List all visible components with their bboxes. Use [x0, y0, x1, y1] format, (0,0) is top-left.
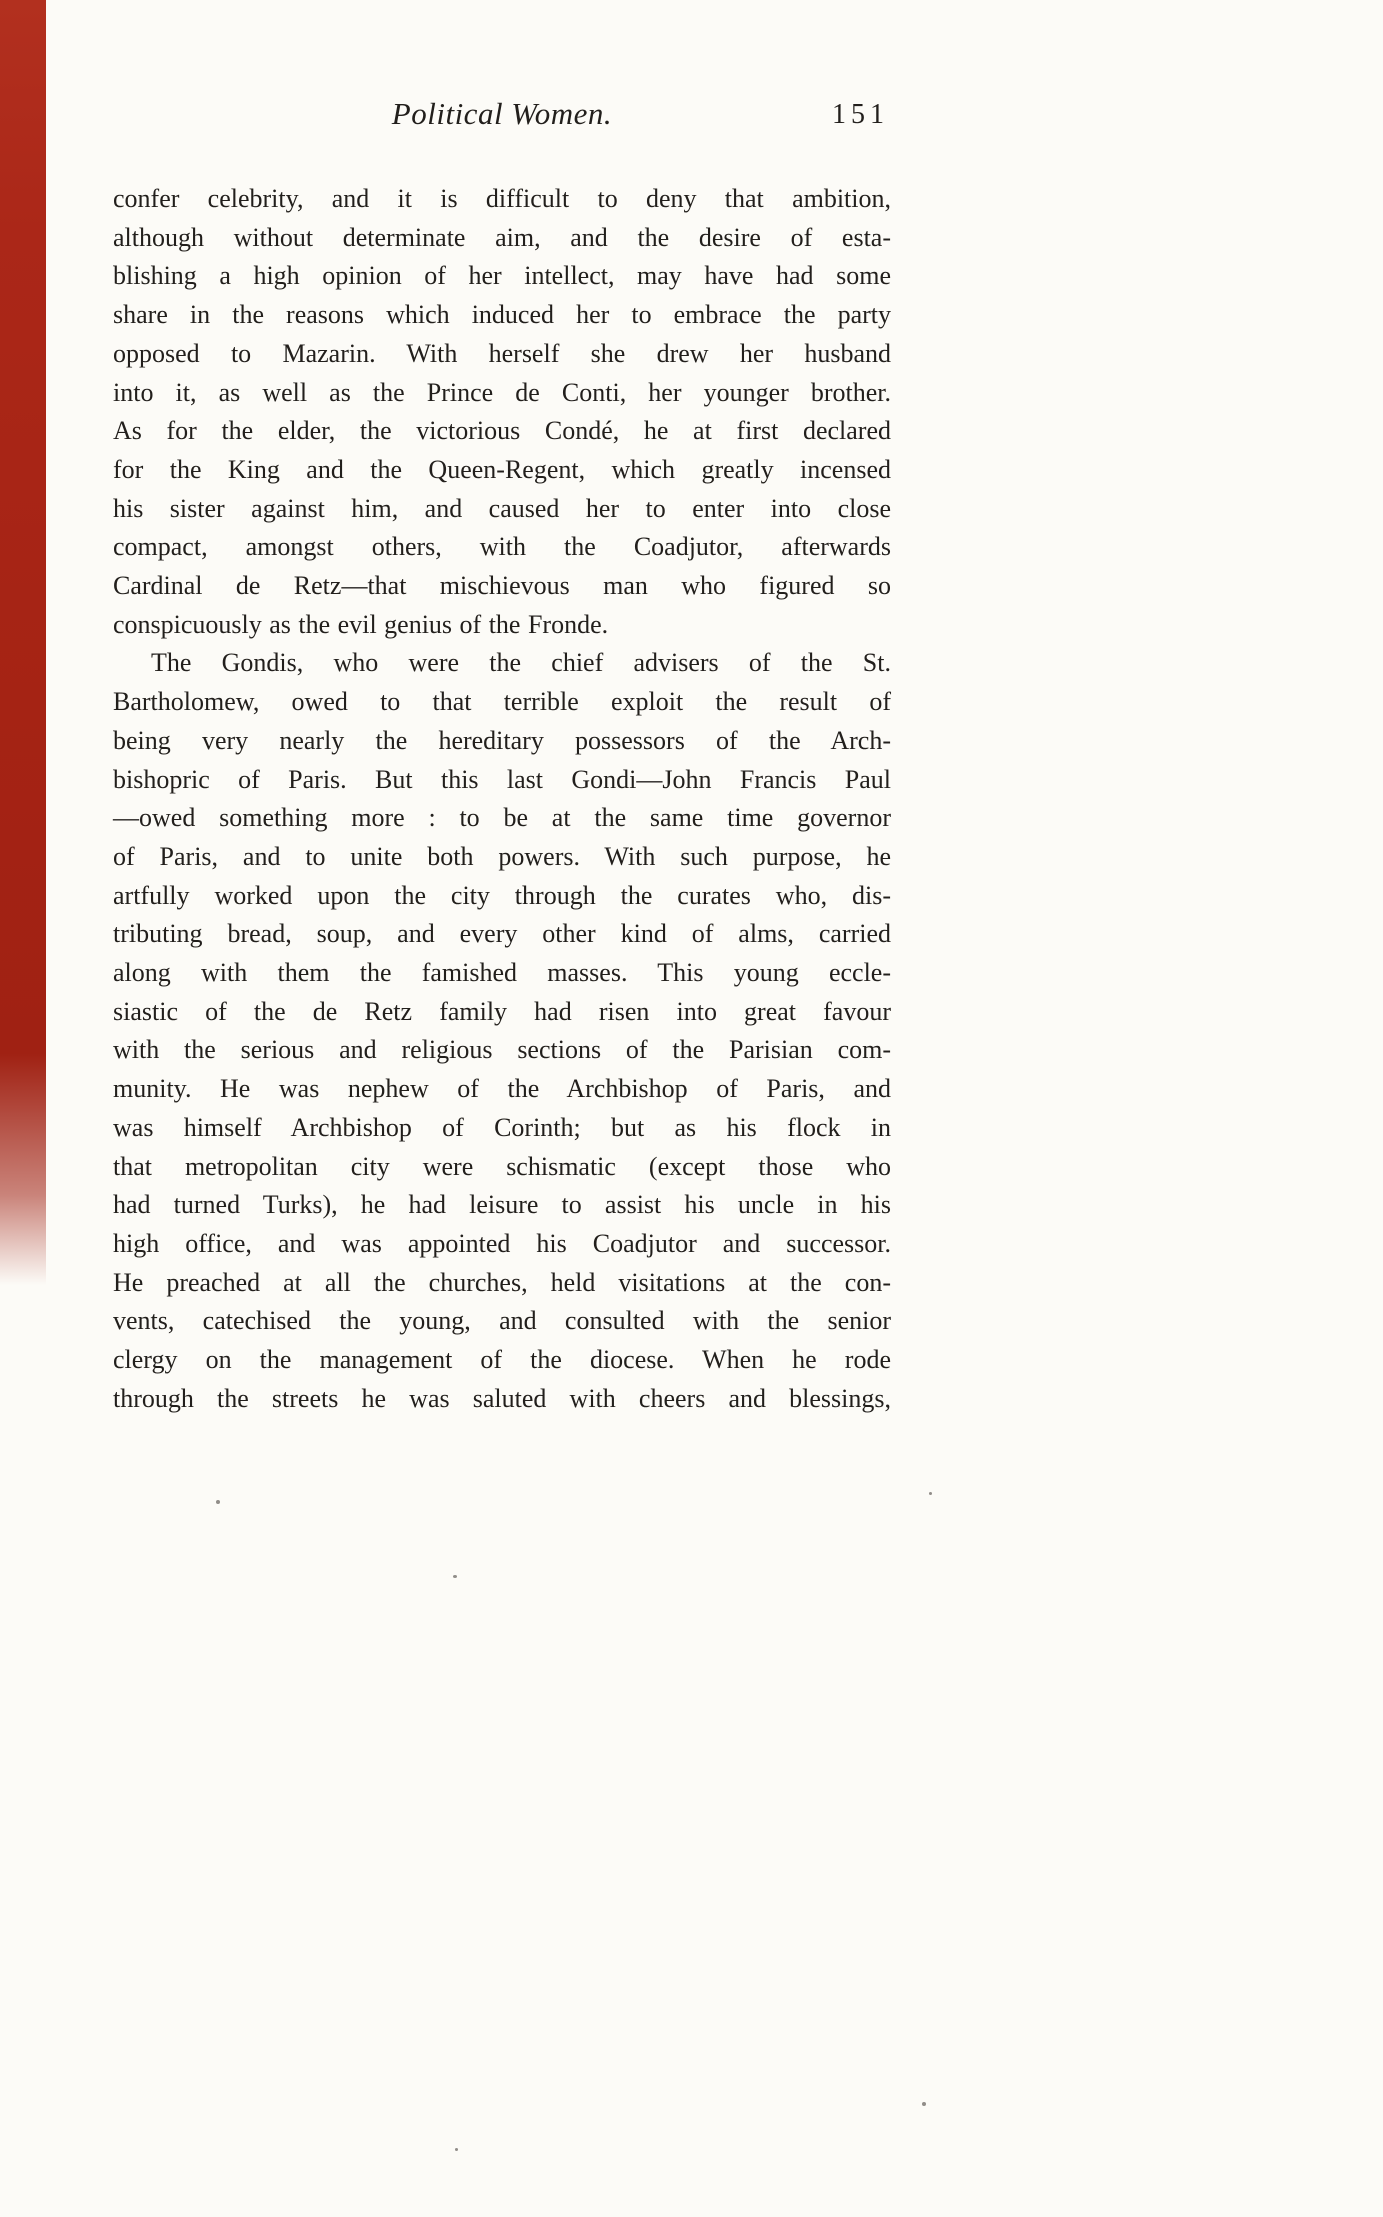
paragraph-1 — [113, 180, 891, 644]
text-line: siastic of the de Retz family had risen into great favour — [113, 996, 891, 1026]
text-line: into it, as well as the Prince de Conti, her younger brother. — [113, 377, 891, 407]
scan-speck — [929, 1492, 932, 1495]
text-line: munity. He was nephew of the Archbishop of Paris, and — [113, 1074, 891, 1104]
text-line: that metropolitan city were schismatic (except those who — [113, 1151, 891, 1181]
text-line: share in the reasons which induced her to embrace the party — [113, 300, 891, 330]
text-line: tributing bread, soup, and every other kind of alms, carried — [113, 919, 891, 949]
text-line: of Paris, and to unite both powers. With such purpose, he — [113, 841, 891, 871]
text-line: blishing a high opinion of her intellect, may have had some — [113, 261, 891, 291]
text-line: conspicuously as the evil genius of the Fronde. — [113, 609, 609, 639]
text-line: had turned Turks), he had leisure to assist his uncle in his — [113, 1190, 891, 1220]
text-line: although without determinate aim, and the desire of esta- — [113, 222, 891, 252]
page-header — [113, 96, 891, 142]
text-line: high office, and was appointed his Coadjutor and successor. — [113, 1228, 891, 1258]
text-line: artfully worked upon the city through the curates who, dis- — [113, 880, 891, 910]
text-line: As for the elder, the victorious Condé, he at first declared — [113, 416, 891, 446]
text-line: vents, catechised the young, and consulted with the senior — [113, 1306, 891, 1336]
scan-speck — [453, 1575, 457, 1578]
book-binding-edge — [0, 0, 46, 1285]
text-line: —owed something more : to be at the same time governor — [113, 803, 891, 833]
text-line: with the serious and religious sections of the Parisian com- — [113, 1035, 891, 1065]
scan-speck — [455, 2148, 458, 2151]
text-line: through the streets he was saluted with cheers and blessings, — [113, 1383, 891, 1413]
text-line: The Gondis, who were the chief advisers of the St. — [151, 648, 891, 678]
page-body — [113, 180, 891, 1419]
text-line: was himself Archbishop of Corinth; but as his flock in — [113, 1112, 891, 1142]
text-line: confer celebrity, and it is difficult to deny that ambition, — [113, 184, 891, 213]
text-line: bishopric of Paris. But this last Gondi—John Francis Paul — [113, 764, 891, 794]
text-line: for the King and the Queen-Regent, which greatly incensed — [113, 454, 891, 484]
running-title: Political Women. — [391, 96, 613, 131]
text-line: He preached at all the churches, held visitations at the con- — [113, 1267, 891, 1297]
text-line: Bartholomew, owed to that terrible exploit the result of — [113, 687, 891, 717]
text-line: along with them the famished masses. This young eccle- — [113, 958, 891, 988]
text-line: compact, amongst others, with the Coadjutor, afterwards — [113, 532, 891, 562]
text-line: opposed to Mazarin. With herself she drew her husband — [113, 338, 891, 368]
scan-speck — [922, 2102, 926, 2106]
text-line: clergy on the management of the diocese. When he rode — [113, 1345, 891, 1375]
text-line: being very nearly the hereditary possessors of the Arch- — [113, 725, 891, 755]
text-line: Cardinal de Retz—that mischievous man who figured so — [113, 571, 891, 601]
page-number: 151 — [832, 99, 889, 130]
paragraph-2 — [113, 644, 891, 1418]
text-line: his sister against him, and caused her to enter into close — [113, 493, 891, 523]
scan-speck — [216, 1500, 220, 1504]
